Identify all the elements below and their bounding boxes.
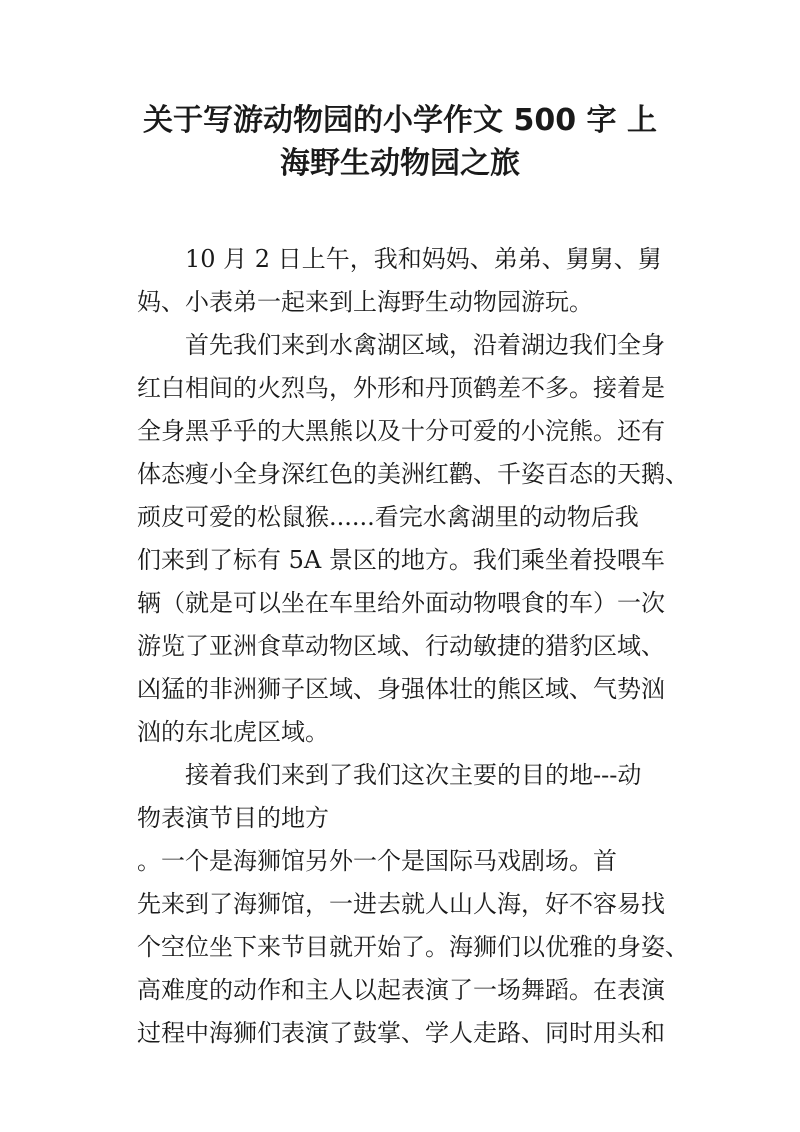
- essay-line: 凶猛的非洲狮子区域、身强体壮的熊区域、气势汹: [137, 675, 665, 703]
- document-title-line-2: 海野生动物园之旅: [280, 146, 520, 181]
- essay-line: 先来到了海狮馆，一进去就人山人海，好不容易找: [137, 890, 665, 918]
- essay-line: 辆（就是可以坐在车里给外面动物喂食的车）一次: [137, 589, 665, 617]
- essay-line: 顽皮可爱的松鼠猴......看完水禽湖里的动物后我: [137, 503, 639, 531]
- essay-line: 红白相间的火烈鸟，外形和丹顶鹤差不多。接着是: [137, 374, 665, 402]
- essay-line: 接着我们来到了我们这次主要的目的地---动: [137, 761, 642, 789]
- essay-line: 妈、小表弟一起来到上海野生动物园游玩。: [137, 288, 593, 316]
- essay-line: 个空位坐下来节目就开始了。海狮们以优雅的身姿、: [137, 933, 689, 961]
- essay-line: 汹的东北虎区域。: [137, 718, 329, 746]
- essay-line: 游览了亚洲食草动物区域、行动敏捷的猎豹区域、: [137, 632, 665, 660]
- document-title-line-1: 关于写游动物园的小学作文 500 字 上: [143, 103, 657, 138]
- essay-line: 物表演节目的地方: [137, 804, 329, 832]
- essay-line: 高难度的动作和主人以起表演了一场舞蹈。在表演: [137, 976, 665, 1004]
- essay-line: 首先我们来到水禽湖区域，沿着湖边我们全身: [137, 331, 665, 359]
- essay-line: 体态瘦小全身深红色的美洲红鹳、千姿百态的天鹅、: [137, 460, 689, 488]
- essay-line: 10 月 2 日上午，我和妈妈、弟弟、舅舅、舅: [137, 245, 662, 273]
- essay-line: 们来到了标有 5A 景区的地方。我们乘坐着投喂车: [137, 546, 665, 574]
- essay-line: 全身黑乎乎的大黑熊以及十分可爱的小浣熊。还有: [137, 417, 665, 445]
- essay-line: 过程中海狮们表演了鼓掌、学人走路、同时用头和: [137, 1019, 665, 1047]
- essay-line: 。一个是海狮馆另外一个是国际马戏剧场。首: [137, 847, 617, 875]
